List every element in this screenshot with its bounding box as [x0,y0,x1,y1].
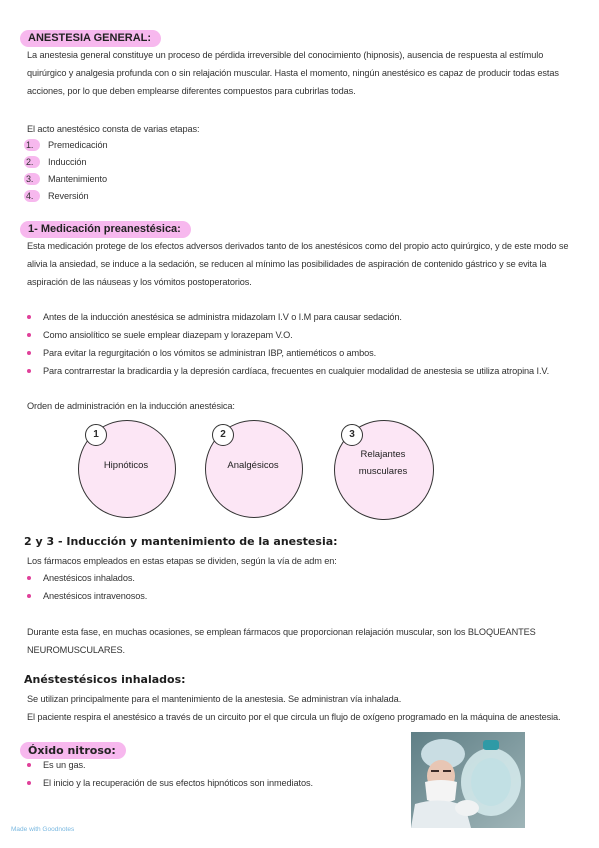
section-induccion-title: 2 y 3 - Inducción y mantenimiento de la anestesia: [24,535,338,548]
anesthesia-mask-photo [411,732,525,828]
circle-number-badge: 1 [85,424,107,446]
section-title: ANESTESIA GENERAL: [20,30,161,47]
circle-label: Relajantes musculares [358,449,408,477]
circle-number-badge: 3 [341,424,363,446]
oxido-bullets [24,756,404,792]
goodnotes-logo: Made with Goodnotes [11,826,75,833]
intro-paragraph [27,46,587,100]
bullet-dot [27,781,31,785]
list-item-text: Antes de la inducción anestésica se administra midazolam I.V o I.M para causar sedación. [43,312,402,322]
bullet-dot [27,351,31,355]
paragraph-line: La anestesia general constituye un proceso de pérdida irreversible del conocimiento (hipnosis), ausencia de respuesta al estímulo [27,50,544,60]
induccion-bullets [24,569,147,605]
stage-label: Reversión [48,190,89,201]
list-item [24,344,594,362]
section-title: Óxido nitroso: [20,742,126,759]
list-item-text: Para contrarrestar la bradicardia y la depresión cardíaca, frecuentes en cualquier modalidad de anestesia se utiliza atropina I.V. [43,366,550,376]
stage-number: 2. [24,156,40,168]
stages-intro: El acto anestésico consta de varias etapas: [27,124,200,134]
stage-item [24,170,107,187]
paragraph-line: quirúrgico y analgesia profunda con o sin relajación muscular. Hasta el momento, ningún anestésico es capaz de producir todas estas [27,68,559,78]
section-inhalados-title: Anéstestésicos inhalados: [24,673,186,686]
premedicacion-paragraph [27,237,592,291]
paragraph-line: acciones, por lo que deben emplearse diferentes compuestos para cubrirlas todas. [27,86,356,96]
list-item [24,774,404,792]
list-item-text: Anestésicos inhalados. [43,573,135,583]
list-item-text: Como ansiolítico se suele emplear diazepam y lorazepam V.O. [43,330,293,340]
premedicacion-bullets [24,308,594,380]
paragraph-line: Se utilizan principalmente para el mantenimiento de la anestesia. Se administran vía inhalada. [27,694,402,704]
list-item [24,362,594,380]
stage-label: Premedicación [48,139,108,150]
paragraph-line: El paciente respira el anestésico a través de un circuito por el que circula un flujo de oxígeno programado en la máquina de anestesia. [27,712,561,722]
stage-item [24,153,107,170]
paragraph-line: NEUROMUSCULARES. [27,645,125,655]
section-anestesia-general [20,28,161,47]
paragraph-line: alivia la ansiedad, se induce a la sedación, se reducen al mínimo las posibilidades de aspiración de contenido gástrico y se evita la [27,259,547,269]
stage-label: Inducción [48,156,87,167]
paragraph-line: aspiración de las náuseas y los vómitos postoperatorios. [27,277,252,287]
stage-item [24,136,107,153]
section-premedicacion [20,219,191,238]
list-item-text: Para evitar la regurgitación o los vómitos se administran IBP, antieméticos o ambos. [43,348,377,358]
list-item-text: Es un gas. [43,760,86,770]
list-item [24,569,147,587]
section-title: 1- Medicación preanestésica: [20,221,191,238]
stage-label: Mantenimiento [48,173,107,184]
stage-number: 3. [24,173,40,185]
list-item [24,326,594,344]
order-label: Orden de administración en la inducción anestésica: [27,401,235,411]
bullet-dot [27,333,31,337]
stages-list [24,136,107,204]
bullet-dot [27,369,31,373]
circle-number-badge: 2 [212,424,234,446]
list-item [24,587,147,605]
list-item [24,756,404,774]
stage-number: 4. [24,190,40,202]
stage-item [24,187,107,204]
list-item-text: El inicio y la recuperación de sus efectos hipnóticos son inmediatos. [43,778,313,788]
bullet-dot [27,763,31,767]
inhalados-paragraph [27,690,592,726]
paragraph-line: Durante esta fase, en muchas ocasiones, se emplean fármacos que proporcionan relajación muscular, son los BLOQUEANTES [27,627,536,637]
bullet-dot [27,576,31,580]
bullet-dot [27,315,31,319]
list-item [24,308,594,326]
circle-label: Analgésicos [227,460,279,471]
induccion-intro: Los fármacos empleados en estas etapas se dividen, según la vía de adm en: [27,556,337,566]
bloqueantes-note [27,623,587,659]
circle-label: Hipnóticos [103,460,149,471]
list-item-text: Anestésicos intravenosos. [43,591,148,601]
stage-number: 1. [24,139,40,151]
paragraph-line: Esta medicación protege de los efectos adversos derivados tanto de los anestésicos como del propio acto quirúrgico, y de este modo se [27,241,569,251]
bullet-dot [27,594,31,598]
